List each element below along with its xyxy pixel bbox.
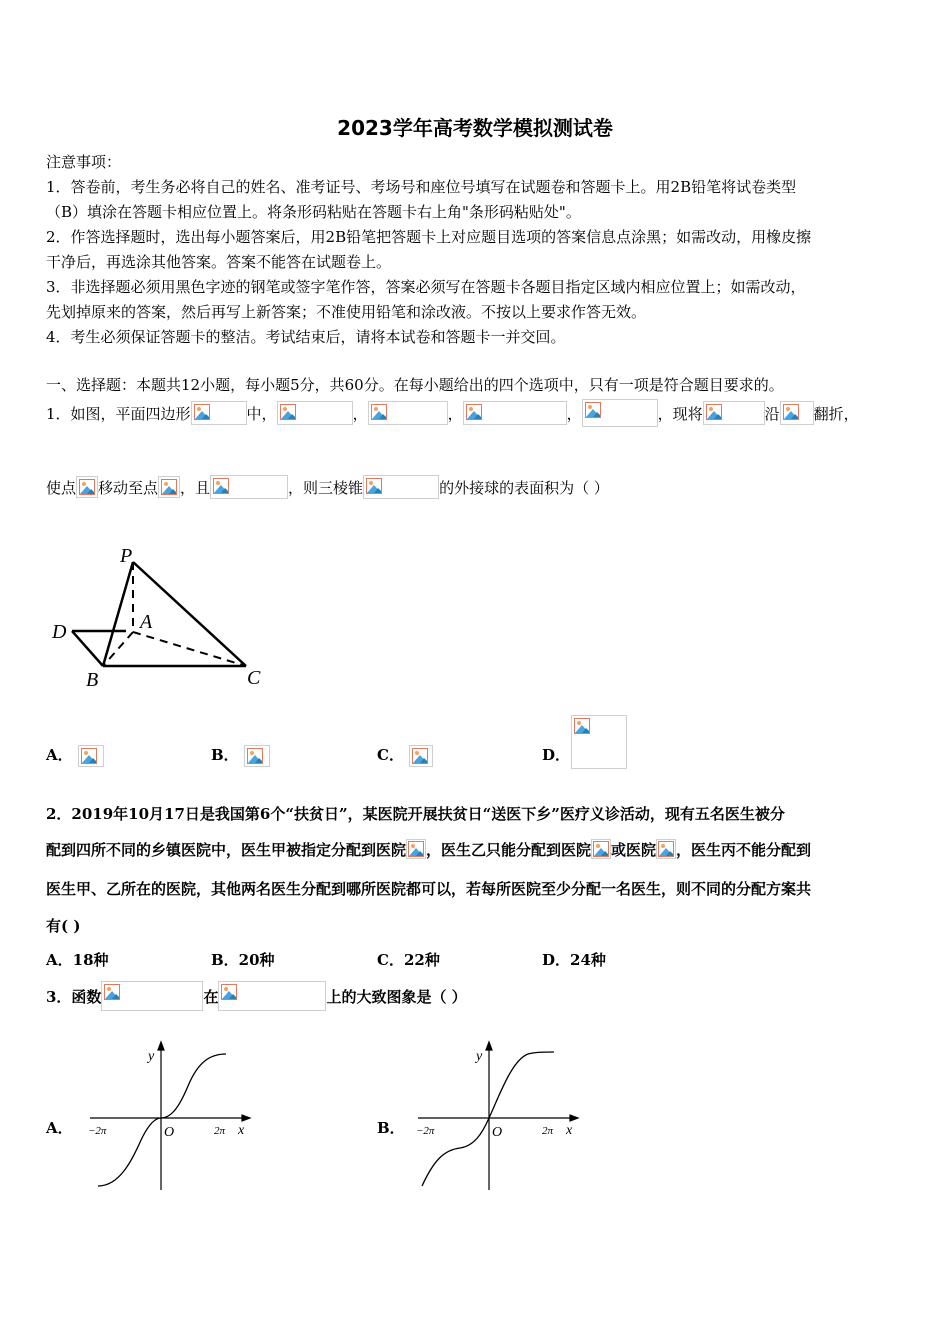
formula-image-icon bbox=[591, 839, 611, 859]
pos-tick-label: 2π bbox=[542, 1125, 554, 1137]
q1-text: 沿 bbox=[764, 404, 780, 423]
notice-line: 2．作答选择题时，选出每小题答案后，用2B铅笔把答题卡上对应题目选项的答案信息点涂黑；如需改动，用橡皮擦 bbox=[46, 228, 812, 246]
formula-image-icon bbox=[409, 745, 433, 767]
curve bbox=[98, 1054, 226, 1186]
notice-line: 4．考生必须保证答题卡的整洁。考试结束后，请将本试卷和答题卡一并交回。 bbox=[46, 328, 566, 346]
q1-option-d[interactable] bbox=[542, 744, 570, 765]
q2-option-b[interactable]: B．20种 bbox=[211, 951, 275, 969]
q3-option-b[interactable]: B． bbox=[377, 1119, 405, 1137]
formula-image-icon bbox=[656, 839, 676, 859]
formula-image-icon bbox=[218, 981, 326, 1011]
formula-image-icon bbox=[244, 745, 270, 767]
y-axis-arrow bbox=[158, 1042, 164, 1050]
q3-text: 上的大致图象是（ ） bbox=[326, 987, 467, 1006]
q1-option-a[interactable] bbox=[46, 744, 104, 767]
formula-image-icon bbox=[210, 475, 288, 499]
q1-text: ， bbox=[566, 404, 582, 423]
formula-image-icon bbox=[277, 401, 353, 425]
q2-text: ，医生乙只能分配到医院 bbox=[426, 840, 592, 859]
q3-option-a[interactable]: A． bbox=[46, 1119, 73, 1137]
q3-text: 3．函数 bbox=[46, 987, 102, 1006]
formula-image-icon bbox=[406, 839, 426, 859]
notice-line: 3．非选择题必须用黑色字迹的钢笔或签字笔作答，答案必须写在答题卡各题目指定区域内相应位置上；如需改动， bbox=[46, 278, 806, 296]
pos-tick-label: 2π bbox=[214, 1125, 226, 1137]
q1-text: 移动至点 bbox=[98, 478, 159, 497]
q1-text: ，则三棱锥 bbox=[288, 478, 364, 497]
q1-text: 的外接球的表面积为（ ） bbox=[439, 478, 609, 497]
label-d: D bbox=[52, 621, 67, 643]
x-axis-arrow bbox=[242, 1115, 250, 1121]
label-b: B bbox=[86, 669, 99, 691]
q2-text: 配到四所不同的乡镇医院中，医生甲被指定分配到医院 bbox=[46, 840, 407, 859]
question-2-line-3: 医生甲、乙所在的医院，其他两名医生分配到哪所医院都可以，若每所医院至少分配一名医生，则不同的分配方案共 bbox=[46, 880, 812, 898]
label-a: A bbox=[140, 611, 153, 633]
formula-image-icon bbox=[780, 401, 814, 425]
option-label: B． bbox=[211, 746, 239, 764]
y-label: y bbox=[148, 1049, 155, 1064]
curve bbox=[422, 1052, 554, 1186]
q1-text: ，现将 bbox=[657, 404, 703, 423]
q1-text: ，且 bbox=[180, 478, 211, 497]
q1-text: 中， bbox=[246, 404, 277, 423]
formula-image-icon bbox=[101, 981, 203, 1011]
notice-heading: 注意事项： bbox=[46, 153, 122, 171]
q1-text: ， bbox=[352, 404, 368, 423]
q1-text: 使点 bbox=[46, 478, 77, 497]
question-1-line-2 bbox=[46, 472, 609, 502]
option-label: A． bbox=[46, 746, 73, 764]
question-1-line-1 bbox=[46, 398, 859, 428]
question-2-line-2 bbox=[46, 835, 811, 863]
x-axis-arrow bbox=[570, 1115, 578, 1121]
q2-text: ，医生丙不能分配到 bbox=[676, 840, 812, 859]
notice-line: 先划掉原来的答案，然后再写上新答案；不准使用铅笔和涂改液。不按以上要求作答无效。 bbox=[46, 303, 647, 321]
formula-image-icon bbox=[463, 401, 567, 425]
question-3-line bbox=[46, 980, 467, 1012]
formula-image-icon bbox=[191, 401, 247, 425]
formula-image-icon bbox=[703, 401, 765, 425]
option-label: D． bbox=[542, 746, 571, 764]
question-2-line-4: 有( ) bbox=[46, 917, 81, 935]
option-label: C． bbox=[377, 746, 404, 764]
q1-option-c[interactable] bbox=[377, 744, 433, 767]
edge-db bbox=[72, 631, 103, 666]
q1-text: 翻折， bbox=[813, 404, 859, 423]
label-p: P bbox=[120, 545, 133, 567]
y-axis-arrow bbox=[486, 1042, 492, 1050]
q1-text: ， bbox=[447, 404, 463, 423]
formula-image-icon bbox=[363, 475, 439, 499]
neg-tick-label: −2π bbox=[416, 1125, 435, 1137]
neg-tick-label: −2π bbox=[88, 1125, 107, 1137]
origin-label: O bbox=[164, 1125, 175, 1140]
formula-image-icon bbox=[368, 401, 448, 425]
y-label: y bbox=[476, 1049, 483, 1064]
q3-text: 在 bbox=[203, 987, 219, 1006]
edge-pb bbox=[103, 562, 133, 666]
q2-option-a[interactable]: A．18种 bbox=[46, 951, 109, 969]
q2-text: 或医院 bbox=[611, 840, 657, 859]
q1-text: 1．如图，平面四边形 bbox=[46, 404, 191, 423]
formula-image-icon bbox=[76, 476, 98, 498]
pyramid-figure bbox=[48, 540, 278, 695]
formula-image-icon bbox=[78, 745, 104, 767]
formula-image-icon bbox=[582, 399, 658, 427]
section-heading: 一、选择题：本题共12小题，每小题5分，共60分。在每小题给出的四个选项中，只有一项是符合题目要求的。 bbox=[46, 376, 784, 394]
x-label: x bbox=[566, 1123, 573, 1138]
q1-option-b[interactable] bbox=[211, 744, 270, 767]
notice-line: 1．答卷前，考生务必将自己的姓名、准考证号、考场号和座位号填写在试题卷和答题卡上。用2B铅笔将试卷类型 bbox=[46, 178, 797, 196]
x-label: x bbox=[238, 1123, 245, 1138]
origin-label: O bbox=[492, 1125, 503, 1140]
page-title: 2023学年高考数学模拟测试卷 bbox=[337, 116, 613, 140]
notice-line: 干净后，再选涂其他答案。答案不能答在试题卷上。 bbox=[46, 253, 392, 271]
label-c: C bbox=[247, 667, 261, 689]
graph-a[interactable] bbox=[80, 1040, 260, 1195]
formula-image-icon bbox=[158, 476, 180, 498]
question-2-line-1: 2．2019年10月17日是我国第6个“扶贫日”，某医院开展扶贫日“送医下乡”医疗义诊活动，现有五名医生被分 bbox=[46, 805, 785, 823]
q2-option-c[interactable]: C．22种 bbox=[377, 951, 440, 969]
formula-image-icon bbox=[571, 715, 627, 769]
graph-b[interactable] bbox=[408, 1040, 588, 1195]
notice-line: （B）填涂在答题卡相应位置上。将条形码粘贴在答题卡右上角"条形码粘贴处"。 bbox=[46, 203, 581, 221]
q2-option-d[interactable]: D．24种 bbox=[542, 951, 606, 969]
